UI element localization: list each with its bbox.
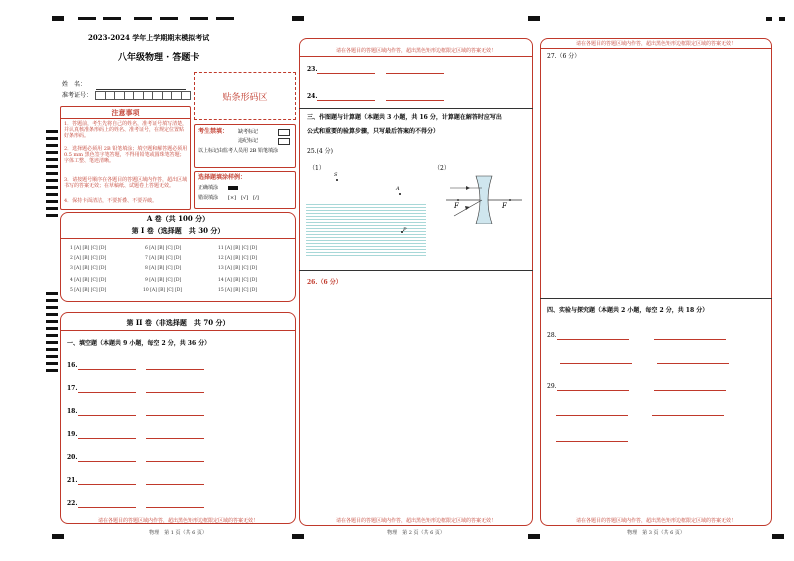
warning-text: 请在各题目的答题区域内作答，超出黑色矩形边框限定区域的答案无效！: [575, 41, 736, 47]
answer-line[interactable]: [386, 73, 444, 74]
notes-item-2: 2．选择题必须用 2B 铅笔填涂；填空题和解答题必须用 0.5 mm 黑色签字笔答题，不得用铅笔或圆珠笔答题；字体工整、笔迹清晰。: [64, 146, 188, 164]
timing-mark: [46, 299, 58, 302]
answer-line[interactable]: [317, 73, 375, 74]
water-surface: [306, 204, 426, 256]
timing-mark: [46, 144, 58, 147]
timing-mark: [46, 369, 58, 372]
alignment-marker: [766, 17, 772, 21]
exam-taker-title: 考生禁填：: [198, 128, 229, 135]
notes-item-3: 3．请按题号顺序在各题目的答题区域内作答，超出区域书写的答案无效；在草稿纸、试题卷上答题无效。: [64, 177, 188, 189]
alignment-marker: [190, 17, 208, 20]
answer-line[interactable]: [146, 392, 204, 393]
timing-mark: [46, 313, 58, 316]
answer-line[interactable]: [652, 415, 724, 416]
page3-frame: [540, 38, 772, 526]
digit-box[interactable]: [106, 91, 116, 100]
wrong-fill-label: 错误填涂: [198, 195, 219, 201]
timing-mark: [46, 193, 58, 196]
question-27: 27.（6 分）: [547, 53, 581, 60]
sub-question-1: （1）: [309, 165, 325, 172]
choice-row[interactable]: 1 [A] [B] [C] [D]: [70, 246, 107, 251]
answer-line[interactable]: [146, 415, 204, 416]
choice-row[interactable]: 8 [A] [B] [C] [D]: [145, 266, 182, 271]
answer-line[interactable]: [317, 100, 375, 101]
choice-row[interactable]: 15 [A] [B] [C] [D]: [218, 288, 258, 293]
answer-line[interactable]: [78, 484, 136, 485]
choice-row[interactable]: 9 [A] [B] [C] [D]: [145, 278, 182, 283]
lens-diagram: [444, 172, 524, 224]
alignment-marker: [779, 17, 785, 21]
question-25: 25.(4 分): [307, 148, 333, 155]
part-a-title: A 卷（共 100 分）: [146, 214, 210, 223]
timing-mark: [46, 172, 58, 175]
barcode-label: 贴条形码区: [222, 92, 268, 103]
digit-box[interactable]: [134, 91, 144, 100]
point-p: [401, 231, 403, 233]
answer-line[interactable]: [557, 339, 629, 340]
choice-row[interactable]: 7 [A] [B] [C] [D]: [145, 256, 182, 261]
timing-mark: [46, 158, 58, 161]
digit-box[interactable]: [144, 91, 154, 100]
section-divider: [299, 108, 533, 109]
choice-row[interactable]: 10 [A] [B] [C] [D]: [143, 288, 183, 293]
alignment-marker: [216, 17, 234, 20]
answer-line[interactable]: [78, 438, 136, 439]
digit-box[interactable]: [95, 91, 106, 100]
timing-mark: [46, 334, 58, 337]
answer-line[interactable]: [657, 363, 729, 364]
question-number: 17.: [67, 385, 78, 392]
section3-title-line1: 三、作图题与计算题（本题共 3 小题，共 16 分，计算题在解答时应写出: [307, 114, 502, 121]
choice-row[interactable]: 3 [A] [B] [C] [D]: [70, 266, 107, 271]
question-number: 16.: [67, 362, 78, 369]
question-number: 19.: [67, 431, 78, 438]
notes-title: 注意事项: [111, 108, 140, 117]
page2-top-divider: [299, 56, 533, 57]
timing-mark: [46, 179, 58, 182]
choice-row[interactable]: 4 [A] [B] [C] [D]: [70, 278, 107, 283]
section3-title-line2: 公式和重要的验算步骤，只写最后答案的不得分）: [307, 128, 440, 135]
digit-box[interactable]: [153, 91, 163, 100]
notes-divider: [60, 118, 191, 119]
answer-line[interactable]: [78, 415, 136, 416]
choice-row[interactable]: 11 [A] [B] [C] [D]: [218, 246, 258, 251]
correct-fill-label: 正确填涂: [198, 185, 219, 191]
focus-right: [509, 199, 511, 201]
timing-mark: [46, 355, 58, 358]
answer-line[interactable]: [146, 484, 204, 485]
admission-label: 准考证号：: [62, 92, 93, 99]
section1-title: 第 I 卷（选择题 共 30 分）: [131, 226, 225, 235]
alignment-marker: [78, 17, 96, 20]
answer-line[interactable]: [654, 339, 726, 340]
warning-text: 请在各题目的答题区域内作答，超出黑色矩形边框限定区域的答案无效！: [335, 48, 496, 54]
name-underline: [96, 89, 186, 90]
answer-line[interactable]: [386, 100, 444, 101]
page-footer: 物理 第 3 页（共 6 页）: [627, 530, 685, 536]
answer-line[interactable]: [654, 390, 726, 391]
choice-row[interactable]: 5 [A] [B] [C] [D]: [70, 288, 107, 293]
timing-mark: [46, 207, 58, 210]
timing-mark: [46, 362, 58, 365]
timing-mark: [46, 306, 58, 309]
sub-question-2: （2）: [434, 165, 450, 172]
answer-line[interactable]: [146, 461, 204, 462]
name-label: 姓 名：: [62, 81, 87, 88]
warning-text: 请在各题目的答题区域内作答，超出黑色矩形边框限定区域的答案无效！: [335, 518, 496, 524]
question-28: 28.: [547, 332, 557, 339]
absent-checkbox[interactable]: [278, 129, 290, 136]
answer-line[interactable]: [146, 369, 204, 370]
choice-row[interactable]: 6 [A] [B] [C] [D]: [145, 246, 182, 251]
answer-line[interactable]: [146, 507, 204, 508]
timing-mark: [46, 130, 58, 133]
question-26: 26.（6 分）: [307, 279, 342, 286]
barcode-area: [194, 72, 296, 120]
choice-row[interactable]: 13 [A] [B] [C] [D]: [218, 266, 258, 271]
alignment-marker: [52, 16, 64, 21]
page-footer: 物理 第 2 页（共 6 页）: [387, 530, 445, 536]
digit-box[interactable]: [182, 91, 192, 100]
choice-row[interactable]: 2 [A] [B] [C] [D]: [70, 256, 107, 261]
notes-item-4: 4．保持卡面清洁，不要折叠、不要弄破。: [64, 198, 158, 204]
page3-top-divider: [540, 48, 772, 49]
timing-mark: [46, 341, 58, 344]
warning-text: 请在各题目的答题区域内作答，超出黑色矩形边框限定区域的答案无效！: [575, 518, 736, 524]
question-number: 18.: [67, 408, 78, 415]
answer-line[interactable]: [557, 390, 629, 391]
label-s: S: [334, 172, 338, 178]
page-footer: 物理 第 1 页（共 6 页）: [149, 530, 207, 536]
alignment-marker: [528, 16, 540, 21]
answer-line[interactable]: [560, 363, 632, 364]
card-subtitle: 八年级物理 · 答题卡: [118, 53, 200, 63]
timing-mark: [46, 137, 58, 140]
answer-line[interactable]: [556, 441, 628, 442]
alignment-marker: [103, 17, 121, 20]
answer-line[interactable]: [78, 392, 136, 393]
exam-taker-note: 以上标记由监考人员用 2B 铅笔填涂: [198, 148, 279, 154]
answer-line[interactable]: [78, 369, 136, 370]
label-f-right: F: [502, 202, 507, 210]
fill-section-title: 一、填空题（本题共 9 小题，每空 2 分，共 36 分）: [67, 340, 211, 347]
timing-mark: [46, 214, 58, 217]
point-s: [336, 179, 338, 181]
ray-arrow: [466, 186, 470, 190]
label-p: P: [403, 227, 407, 233]
question-number: 21.: [67, 477, 78, 484]
timing-mark: [46, 200, 58, 203]
timing-mark: [46, 186, 58, 189]
timing-mark: [46, 320, 58, 323]
label-f-left: F: [454, 202, 459, 210]
digit-box[interactable]: [125, 91, 135, 100]
digit-box[interactable]: [115, 91, 125, 100]
alignment-marker: [772, 534, 784, 539]
timing-mark: [46, 348, 58, 351]
timing-mark: [46, 165, 58, 168]
digit-box[interactable]: [172, 91, 182, 100]
notes-item-1: 1．答题前，考生先将自己的姓名，准考证号填写清楚，并认真核准条形码上的姓名、准考证号，在规定位置贴好条形码。: [64, 121, 188, 139]
section-divider: [540, 298, 772, 299]
cheat-label: 违纪标记: [238, 138, 259, 144]
timing-mark: [46, 151, 58, 154]
digit-box[interactable]: [163, 91, 173, 100]
absent-label: 缺考标记: [238, 129, 259, 135]
alignment-marker: [134, 17, 152, 20]
part-b-title: 第 II 卷（非选择题 共 70 分）: [126, 318, 230, 327]
question-23: 23.: [307, 66, 318, 73]
choice-row[interactable]: 14 [A] [B] [C] [D]: [218, 278, 258, 283]
label-a: A: [396, 186, 400, 192]
section-divider: [299, 270, 533, 271]
section4-title: 四、实验与探究题（本题共 2 小题，每空 2 分，共 18 分）: [547, 307, 709, 314]
focus-left: [457, 199, 459, 201]
choice-row[interactable]: 12 [A] [B] [C] [D]: [218, 256, 258, 261]
part-b-divider: [60, 330, 296, 331]
point-a: [399, 193, 401, 195]
exam-title: 2023-2024 学年上学期期末模拟考试: [88, 33, 210, 42]
cheat-checkbox[interactable]: [278, 138, 290, 145]
admission-number-boxes[interactable]: [95, 91, 191, 100]
question-29: 29.: [547, 383, 557, 390]
answer-line[interactable]: [78, 461, 136, 462]
question-number: 20.: [67, 454, 78, 461]
answer-line[interactable]: [78, 507, 136, 508]
answer-line[interactable]: [146, 438, 204, 439]
timing-mark: [46, 292, 58, 295]
timing-mark: [46, 327, 58, 330]
question-number: 22.: [67, 500, 78, 507]
part-a-divider: [60, 238, 296, 239]
fill-example-title: 选择题填涂样例：: [198, 174, 247, 181]
correct-fill-sample: [228, 186, 238, 190]
answer-line[interactable]: [556, 415, 628, 416]
question-24: 24.: [307, 93, 318, 100]
wrong-fill-marks: [×] [√] [/]: [228, 195, 259, 201]
alignment-marker: [160, 17, 178, 20]
alignment-marker: [292, 16, 304, 21]
warning-text: 请在各题目的答题区域内作答，超出黑色矩形边框限定区域的答案无效！: [97, 518, 258, 524]
